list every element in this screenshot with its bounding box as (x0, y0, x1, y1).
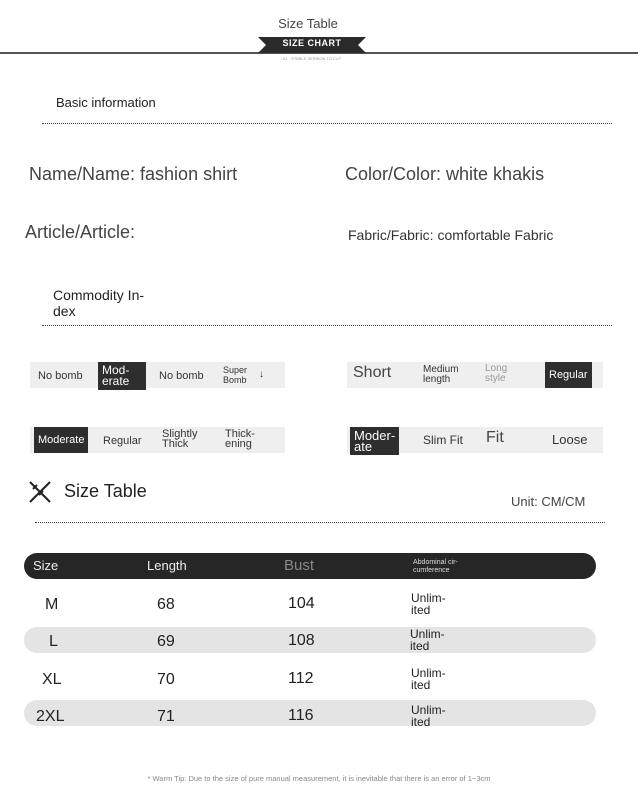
article-field: Article/Article: (25, 222, 136, 242)
header-abdominal: Abdominal cir- cumference (413, 559, 458, 574)
strip4-option-3: Fit (486, 429, 504, 446)
color-field: Color/Color: white khakis (345, 164, 545, 184)
commodity-index-label (53, 287, 144, 319)
index-strip-3 (30, 427, 285, 453)
strip1-option-4: Super Bomb (223, 365, 248, 385)
strip3-option-1-selected: Moderate (34, 427, 88, 453)
down-arrow-icon: ↓ (259, 369, 264, 380)
strip1-option-2-selected: Mod- erate (98, 362, 146, 390)
strip2-option-4-selected: Regular (545, 362, 592, 388)
strip1-option-3: No bomb (159, 370, 204, 382)
table-row (0, 592, 638, 618)
strip2-option-1: Short (353, 364, 392, 381)
cell-length: 69 (157, 633, 175, 650)
cell-length: 70 (157, 671, 175, 688)
ruler-scissors-icon (27, 479, 53, 505)
name-field: Name/Name: fashion shirt (29, 164, 238, 184)
cell-bust: 112 (288, 670, 314, 687)
header-length: Length (147, 558, 187, 573)
table-row (0, 667, 638, 693)
cell-size: XL (42, 671, 62, 688)
table-header (24, 553, 596, 579)
commodity-index-label-line2: dex (53, 303, 76, 319)
basic-info-label: Basic information (56, 95, 156, 110)
strip4-option-4: Loose (552, 432, 588, 447)
strip2-option-2: Medium length (423, 364, 459, 385)
commodity-index-label-line1: Commodity In- (53, 287, 145, 303)
size-table-title: Size Table (64, 481, 147, 501)
size-chart-banner-subtitle: A1 · STABLE VERSION TO CUT (282, 56, 342, 61)
strip3-option-2: Regular (103, 435, 142, 447)
strip1-option-1: No bomb (38, 370, 83, 382)
cell-abdominal: Unlim- ited (411, 666, 446, 692)
dotted-divider (35, 522, 605, 523)
strip2-option-3: Long style (485, 363, 508, 384)
strip3-option-4: Thick- ening (225, 428, 255, 450)
table-row (0, 703, 638, 729)
warm-tip-footer: * Warm Tip: Due to the size of pure manual measurement, it is inevitable that there is an error of 1~3cm (147, 774, 491, 783)
dotted-divider (42, 123, 612, 124)
table-row (0, 628, 638, 654)
cell-size: L (49, 633, 58, 650)
header-bust: Bust (284, 557, 315, 574)
cell-bust: 116 (288, 707, 314, 724)
cell-size: 2XL (36, 708, 65, 725)
size-chart-banner-text: SIZE CHART (282, 38, 342, 48)
cell-length: 71 (157, 708, 175, 725)
cell-bust: 104 (288, 595, 315, 612)
header-size: Size (33, 558, 59, 573)
cell-abdominal: Unlim- ited (410, 627, 445, 653)
index-strip-1 (30, 362, 285, 388)
cell-length: 68 (157, 596, 175, 613)
unit-label: Unit: CM/CM (511, 494, 586, 509)
strip4-option-1-selected: Moder- ate (350, 427, 399, 455)
index-strip-4 (347, 427, 603, 453)
strip4-option-2: Slim Fit (423, 433, 463, 447)
header-title: Size Table (278, 16, 338, 31)
cell-abdominal: Unlim- ited (411, 591, 446, 617)
cell-abdominal: Unlim- ited (411, 703, 446, 729)
strip3-option-3: Slightly Thick (162, 428, 198, 450)
dotted-divider (42, 325, 612, 326)
cell-size: M (45, 596, 59, 613)
cell-bust: 108 (288, 632, 315, 649)
index-strip-2 (347, 362, 603, 388)
fabric-field: Fabric/Fabric: comfortable Fabric (348, 227, 554, 243)
